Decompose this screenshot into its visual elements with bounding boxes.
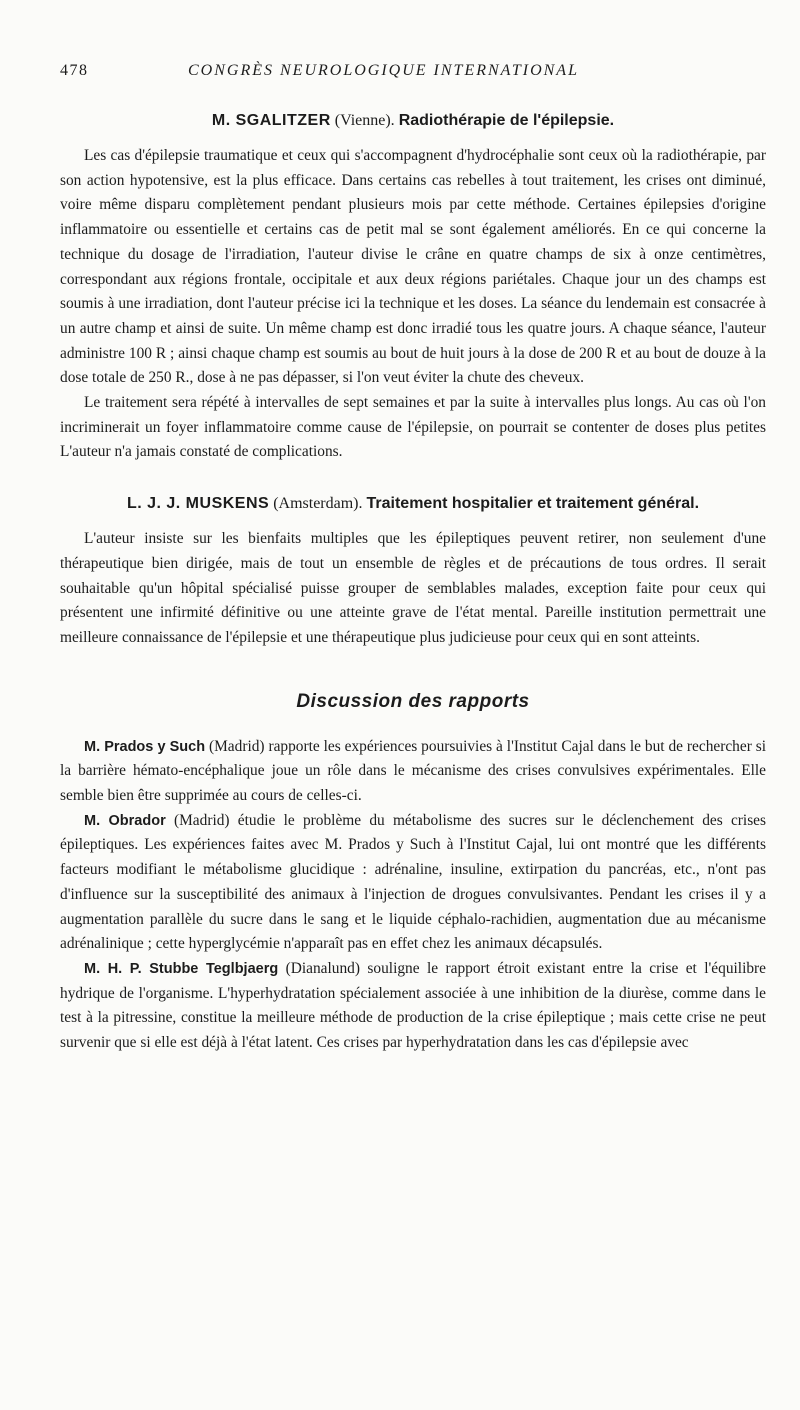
discussion-entry: [60, 809, 766, 957]
article-title: Traitement hospitalier et traitement général.: [366, 495, 700, 513]
article-heading-muskens: [60, 495, 766, 513]
article-paragraph: Le traitement sera répété à intervalles de sept semaines et par la suite à intervalles plus longs. Au cas où l'on incriminerait un foyer inflammatoire comme cause de l'épilepsie, on pourrait se contenter de doses plus petites L'auteur n'a jamais constaté de complications.: [60, 394, 766, 461]
article-paragraph: Les cas d'épilepsie traumatique et ceux qui s'accompagnent d'hydrocéphalie sont ceux où la radiothérapie, par son action hypotensive, est la plus efficace. Dans certains cas rebelles à tout traitement, les crises ont diminué, voire même disparu complètement pendant plusieurs mois par cette méthode. Certaines épilepsies d'origine inflammatoire ou essentielle et certains cas de petit mal se sont également améliorés. En ce qui concerne la technique du dosage de l'irradiation, l'auteur divise le crâne en quatre champs de six à onze centimètres, correspondant aux régions frontale, occipitale et aux deux régions pariétales. Chaque jour un des champs est soumis à une irradiation, dont l'auteur précise ici la technique et les doses. La séance du lendemain est consacrée à un autre champ et ainsi de suite. Un même champ est donc irradié tous les quatre jours. A chaque séance, l'auteur administre 100 R ; ainsi chaque champ est soumis au bout de huit jours à la dose de 200 R et au bout de douze à la dose totale de 250 R., dose à ne pas dépasser, si l'on veut éviter la chute des cheveux.: [60, 147, 766, 387]
discussion-entry: [60, 735, 766, 809]
speaker-name: M. H. P. Stubbe Teglbjaerg: [84, 960, 279, 977]
speaker-name: M. Prados y Such: [84, 738, 206, 755]
article-heading-sgalitzer: [60, 112, 766, 130]
discussion-text: (Madrid) étudie le problème du métabolisme des sucres sur le déclenchement des crises épileptiques. Les expériences faites avec M. Prados y Such à l'Institut Cajal, lui ont montré que les différents facteurs modifiant le métabolisme glucidique : adrénaline, insuline, extirpation du pancréas, etc., n'ont pas d'influence sur la susceptibilité des animaux à l'injection de drogues convulsivantes. Pendant les crises il y a augmentation parallèle du sucre dans le sang et le liquide céphalo-rachidien, augmentation due au mécanisme adrénalinique ; cette hyperglycémie n'apparaît pas en effet chez les animaux décapsulés.: [60, 811, 766, 953]
author-name: L. J. J. MUSKENS: [126, 495, 270, 513]
running-head: [60, 62, 766, 86]
page-number: 478: [60, 62, 89, 79]
discussion-text: (Madrid) rapporte les expériences poursuivies à l'Institut Cajal dans le but de rechercher si la barrière hémato-encéphalique joue un rôle dans le mécanisme des crises convulsives expérimentales. Elle semble bien être supprimée au cours de celles-ci.: [60, 737, 766, 805]
discussion-entry: [60, 957, 766, 1056]
author-place: (Amsterdam).: [273, 495, 363, 513]
article-paragraph: L'auteur insiste sur les bienfaits multiples que les épileptiques peuvent retirer, non seulement d'une thérapeutique bien dirigée, mais de tout un ensemble de règles et de précautions de tous ordres. Il serait souhaitable qu'un hôpital spécialisé puisse grouper de semblables malades, exception faite pour ceux qui présentent une infirmité définitive ou une atteinte grave de l'état mental. Pareille institution permettrait une meilleure connaissance de l'épilepsie et une thérapeutique plus judicieuse pour ceux qui en sont atteints.: [60, 530, 766, 646]
article-title: Radiothérapie de l'épilepsie.: [398, 112, 615, 129]
author-place: (Vienne).: [334, 112, 395, 129]
speaker-name: M. Obrador: [84, 812, 166, 829]
journal-title: CONGRÈS NEUROLOGIQUE INTERNATIONAL: [188, 62, 579, 79]
section-title: Discussion des rapports: [296, 690, 530, 712]
page: [60, 62, 766, 1056]
author-name: M. SGALITZER: [211, 112, 331, 129]
discussion-text: (Dianalund) souligne le rapport étroit existant entre la crise et l'équilibre hydrique de l'organisme. L'hyperhydratation spécialement associée à une inhibition de la diurèse, comme dans le test à la pitressine, constitue la meilleure méthode de production de la crise épileptique ; mais cette crise ne peut survenir que si elle est déjà à l'état latent. Ces crises par hyperhydratation dans les cas d'épilepsie avec: [60, 959, 766, 1052]
